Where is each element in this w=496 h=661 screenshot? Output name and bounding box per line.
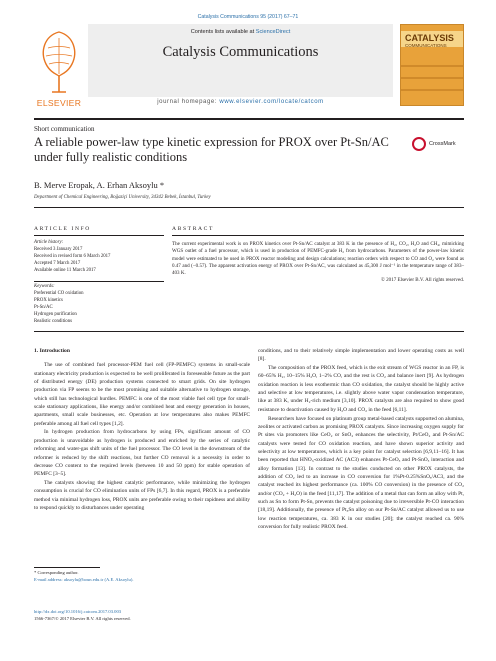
cover-subtitle: COMMUNICATIONS [405,43,447,48]
keyword-item: Hydrogen purification [34,311,77,317]
author-email[interactable]: E-mail address: aksoylu@boun.edu.tr (A.E. Aksoylu). [34,576,134,582]
crossmark-badge[interactable] [412,136,464,154]
article-info-rule [34,235,164,236]
cover-title: CATALYSIS [405,33,454,43]
abstract-rule [172,235,464,236]
abstract-body [172,241,464,285]
journal-homepage-line [88,99,393,105]
contents-available-line [88,29,393,35]
article-type: Short communication [34,125,95,133]
body-paragraph: conditions, and to their relatively simple implementation and lower operating costs as well [8]. [258,348,464,363]
history-item: Accepted 7 March 2017 [34,260,81,266]
crossmark-label: CrossMark [429,141,456,147]
front-matter-rule [34,331,464,332]
history-item: Available online 11 March 2017 [34,267,96,273]
cover-stripe [401,77,464,79]
masthead-rule [34,118,464,120]
body-paragraph: The use of combined fuel processor-PEM fuel cell (FP-PEMFC) systems in small-scale stationary electricity production is expected to be well proliferated in foreseeable future as the part of distributed energy (DE) production systems connected to smart grids. On site hydrogen production via FP seems to be the most promising and suitable alternative to hydrogen storage, which still has technological hurdles. PEMFC is one of the most viable fuel cell type for small-scale stationary applications, like energy and/or combined heat and energy generation in houses, apartments, small scale businesses, etc. Operation at low temperatures also makes PEMFC preferable among all fuel cell types [1,2]. [34,362,250,427]
article-history [34,240,164,275]
elsevier-tree-logo [34,24,84,97]
doi-link[interactable]: http://dx.doi.org/10.1016/j.catcom.2017.03.003 [34,609,122,614]
body-column-right [258,347,464,532]
keyword-item: Preferential CO oxidation [34,290,84,296]
body-paragraph: In hydrogen production from hydrocarbons by using FPs, significant amount of CO production is unavoidable as hydrogen is produced and enriched by the series of catalytic reforming and water-gas shift units of the fuel processor. The CO level in the downstream of the reformer is reduced by the shift reactions, but further CO removal is a necessity in order to decrease CO content to the required levels (between 10 and 50 ppm) for stable operation of PEMFC [3–5]. [34,429,250,478]
abstract-copyright: © 2017 Elsevier B.V. All rights reserved. [381,277,464,284]
author-affiliation: Department of Chemical Engineering, Boğaziçi University, 34342 Bebek, İstanbul, Turkey [34,195,211,200]
body-paragraph: The catalysts showing the highest catalytic performance, while minimizing the hydrogen consumption is crucial for CO elimination units of FPs [6,7]. In this regard, PROX is a preferable method via minimal hydrogen loss, PROX units are preferable owing to their rapidness and ability to respond quickly to disturbances under operating [34,479,250,511]
cover-stripe [401,65,464,67]
homepage-link[interactable]: www.elsevier.com/locate/catcom [219,99,324,105]
keyword-item: Pt-Sn/AC [34,304,53,310]
body-column-left [34,347,250,513]
body-paragraph: The composition of the PROX feed, which is the exit stream of WGS reactor in an FP, is 60–65% H₂, 10–15% H₂O, 1–2% CO, and the rest is CO₂ and balance inert [9]. As hydrogen oxidation reaction is less exothermic than CO oxidation, the catalyst should be highly active and selective at low temperatures, i.e. slightly above water vapor condensation temperature, like at 383 K, under H₂-rich medium [3,10]. PROX catalysts are also required to show good resistance to deactivation caused by H₂O and CO₂ in the feed [6,11]. [258,365,464,413]
history-label: Article history: [34,240,64,245]
history-item: Received 3 January 2017 [34,246,83,252]
journal-masthead [34,24,464,115]
contents-prefix: Contents lists available at [190,29,255,35]
keyword-item: PROX kinetics [34,297,63,303]
abstract-heading: ABSTRACT [172,226,215,232]
footnote-marker: * Corresponding author. [34,570,79,575]
keywords-label: Keywords: [34,284,55,289]
publisher-name: ELSEVIER [36,98,82,108]
issn-copyright: 1566-7367/© 2017 Elsevier B.V. All rights reserved. [34,615,131,621]
journal-reference[interactable]: Catalysis Communications 95 (2017) 67–71 [197,14,299,20]
body-paragraph: Researchers have focused on platinum group metal-based catalysts supported on alumina, zeolites or activated carbon as promising PROX catalysts. Since increasing oxygen supply for Pt sites via promoters like CeO₂ or SnO₂ enhances the selectivity, Pt/CeO₂ and Pt-Sn/AC catalysts were tested for CO oxidation reaction, and have shown superior activity and selectivity at low temperatures, which is a key point for catalyst selection [6,9,11–16]. It has been reported that HNO₃-oxidized AC (AC3) enhances Pt-CeOₓ and Pt-SnOₓ interaction and alloy formation [13]. In contrast to the studies conducted on other PROX catalysts, the addition of CO₂ led to an increase in CO conversion for 1%Pt-0.25%SnOₓ/AC3, and the catalyst reached its highest performance (ca. 100% CO conversion) in the presence of CO₂ and/or (CO₂ + H₂O) in the feed [11,17]. The addition of a metal that can form an alloy with Pt, such as Sn to form Pt-Sn, prevents the catalyst poisoning due to irreversible Pt-CO interaction [18,19]. Additionally, the presence of Pt₃Sn alloy on our Pt-Sn/AC catalyst allowed us to use low reaction temperatures, ca. 383 K in our studies [20]; the catalyst reached ca. 90% conversion for fully realistic PROX feed. [258,415,464,530]
journal-name: Catalysis Communications [162,44,319,60]
article-info-heading: ARTICLE INFO [34,226,91,232]
author-list: B. Merve Eropak, A. Erhan Aksoylu * [34,180,165,190]
article-title: A reliable power-law type kinetic expression for PROX over Pt-Sn/AC under fully realistic conditions [34,135,389,164]
cover-stripe [401,89,464,91]
article-footer [34,609,131,623]
history-item: Received in revised form 6 March 2017 [34,253,111,259]
sciencedirect-link[interactable]: ScienceDirect [255,29,291,35]
keywords-list [34,284,164,325]
crossmark-icon [412,137,426,151]
masthead-panel [88,24,393,97]
homepage-prefix: journal homepage: [157,99,218,105]
corresponding-author-footnote [34,570,250,584]
keyword-item: Realistic conditions [34,318,72,324]
footnote-rule [34,567,100,568]
journal-cover-thumbnail[interactable] [400,24,464,106]
intro-heading: 1. Introduction [34,348,70,354]
abstract-text: The current experimental work is on PROX kinetics over Pt-Sn/AC catalyst at 383 K in the presence of H₂, CO₂, H₂O and CH₄, mimicking WGS outlet of a fuel processor, which is used in production of PEMFC-grade H₂ from hydrocarbons. Parameters of the power-law kinetic model were estimated to be used in PROX reactor modeling and design calculations; reaction orders with respect to CO and O₂ were found as 0.47 and (−0.57). The apparent activation energy of PROX over Pt-Sn/AC, was calculated as 45,300 J mol⁻¹ in the temperature range of 383–403 K. [172,241,464,277]
affiliation-rule [34,207,464,208]
